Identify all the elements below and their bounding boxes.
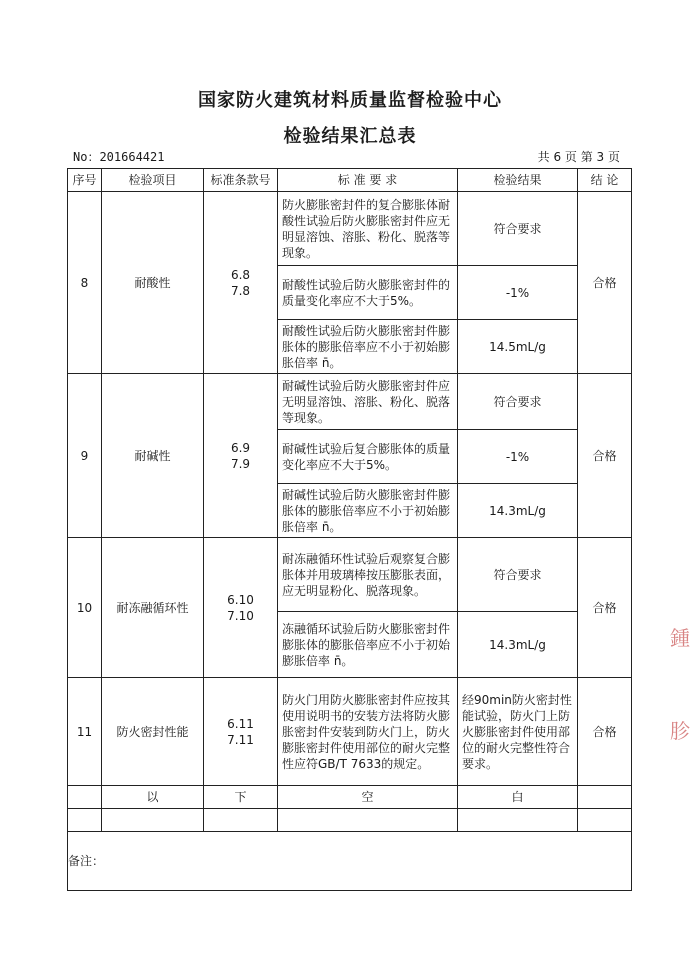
result-value: -1% bbox=[458, 266, 578, 320]
result-value: -1% bbox=[458, 430, 578, 484]
col-header-no: 序号 bbox=[68, 169, 102, 192]
blank-row bbox=[68, 809, 632, 832]
result-value: 14.3mL/g bbox=[458, 612, 578, 678]
clause-number: 7.9 bbox=[230, 456, 251, 471]
results-table bbox=[67, 168, 632, 891]
conclusion: 合格 bbox=[578, 538, 632, 678]
seal-stamp: 胗 bbox=[670, 719, 690, 743]
clause-cell bbox=[204, 374, 278, 538]
requirement-text: 防火膨胀密封件的复合膨胀体耐酸性试验后防火膨胀密封件应无明显溶蚀、溶胀、粉化、脱落等现象。 bbox=[278, 192, 458, 266]
result-value: 14.3mL/g bbox=[458, 484, 578, 538]
requirement-text: 耐碱性试验后复合膨胀体的质量变化率应不大于5%。 bbox=[278, 430, 458, 484]
clause-number: 7.10 bbox=[227, 608, 254, 623]
requirement-text: 耐碱性试验后防火膨胀密封件膨胀体的膨胀倍率应不小于初始膨胀倍率 n̄。 bbox=[278, 484, 458, 538]
clause-number: 6.11 bbox=[227, 716, 254, 731]
clause-number: 6.8 bbox=[230, 267, 251, 282]
note-label: 备注： bbox=[68, 832, 632, 891]
end-marker-char: 以 bbox=[102, 786, 204, 809]
col-header-conclusion: 结 论 bbox=[578, 169, 632, 192]
clause-cell bbox=[204, 538, 278, 678]
requirement-text: 耐酸性试验后防火膨胀密封件的质量变化率应不大于5%。 bbox=[278, 266, 458, 320]
test-item: 防火密封性能 bbox=[102, 678, 204, 786]
result-value: 符合要求 bbox=[458, 192, 578, 266]
clause-number: 6.9 bbox=[230, 440, 251, 455]
row-number: 8 bbox=[68, 192, 102, 374]
report-number: No：201664421 bbox=[73, 150, 165, 164]
page-info: 共 6 页 第 3 页 bbox=[537, 150, 620, 164]
test-item: 耐冻融循环性 bbox=[102, 538, 204, 678]
end-marker-char: 空 bbox=[278, 786, 458, 809]
clause-cell bbox=[204, 192, 278, 374]
test-item: 耐碱性 bbox=[102, 374, 204, 538]
conclusion: 合格 bbox=[578, 192, 632, 374]
doc-title: 检验结果汇总表 bbox=[283, 126, 417, 147]
clause-number: 6.10 bbox=[227, 592, 254, 607]
result-value: 14.5mL/g bbox=[458, 320, 578, 374]
end-marker-row bbox=[68, 786, 632, 809]
row-number: 9 bbox=[68, 374, 102, 538]
requirement-text: 耐酸性试验后防火膨胀密封件膨胀体的膨胀倍率应不小于初始膨胀倍率 n̄。 bbox=[278, 320, 458, 374]
end-marker-char: 下 bbox=[204, 786, 278, 809]
clause-number: 7.11 bbox=[227, 732, 254, 747]
col-header-result: 检验结果 bbox=[458, 169, 578, 192]
org-title: 国家防火建筑材料质量监督检验中心 bbox=[198, 90, 502, 111]
row-number: 10 bbox=[68, 538, 102, 678]
result-value: 经90min防火密封性能试验，防火门上防火膨胀密封件使用部位的耐火完整性符合要求。 bbox=[458, 678, 578, 786]
requirement-text: 冻融循环试验后防火膨胀密封件膨胀体的膨胀倍率应不小于初始膨胀倍率 n̄。 bbox=[278, 612, 458, 678]
test-item: 耐酸性 bbox=[102, 192, 204, 374]
seal-stamp: 鍾 bbox=[670, 626, 690, 650]
result-value: 符合要求 bbox=[458, 538, 578, 612]
col-header-requirement: 标 准 要 求 bbox=[278, 169, 458, 192]
table-row bbox=[68, 538, 632, 612]
col-header-clause: 标准条款号 bbox=[204, 169, 278, 192]
requirement-text: 耐碱性试验后防火膨胀密封件应无明显溶蚀、溶胀、粉化、脱落等现象。 bbox=[278, 374, 458, 430]
table-row bbox=[68, 192, 632, 266]
col-header-item: 检验项目 bbox=[102, 169, 204, 192]
requirement-text: 防火门用防火膨胀密封件应按其使用说明书的安装方法将防火膨胀密封件安装到防火门上，防火膨胀密封件使用部位的耐火完整性应符GB/T 7633的规定。 bbox=[278, 678, 458, 786]
table-row bbox=[68, 374, 632, 430]
conclusion: 合格 bbox=[578, 374, 632, 538]
row-number: 11 bbox=[68, 678, 102, 786]
end-marker-char: 白 bbox=[458, 786, 578, 809]
table-header-row bbox=[68, 169, 632, 192]
conclusion: 合格 bbox=[578, 678, 632, 786]
requirement-text: 耐冻融循环性试验后观察复合膨胀体并用玻璃棒按压膨胀表面，应无明显粉化、脱落现象。 bbox=[278, 538, 458, 612]
note-row bbox=[68, 832, 632, 891]
clause-cell bbox=[204, 678, 278, 786]
clause-number: 7.8 bbox=[230, 283, 251, 298]
result-value: 符合要求 bbox=[458, 374, 578, 430]
table-row bbox=[68, 678, 632, 786]
